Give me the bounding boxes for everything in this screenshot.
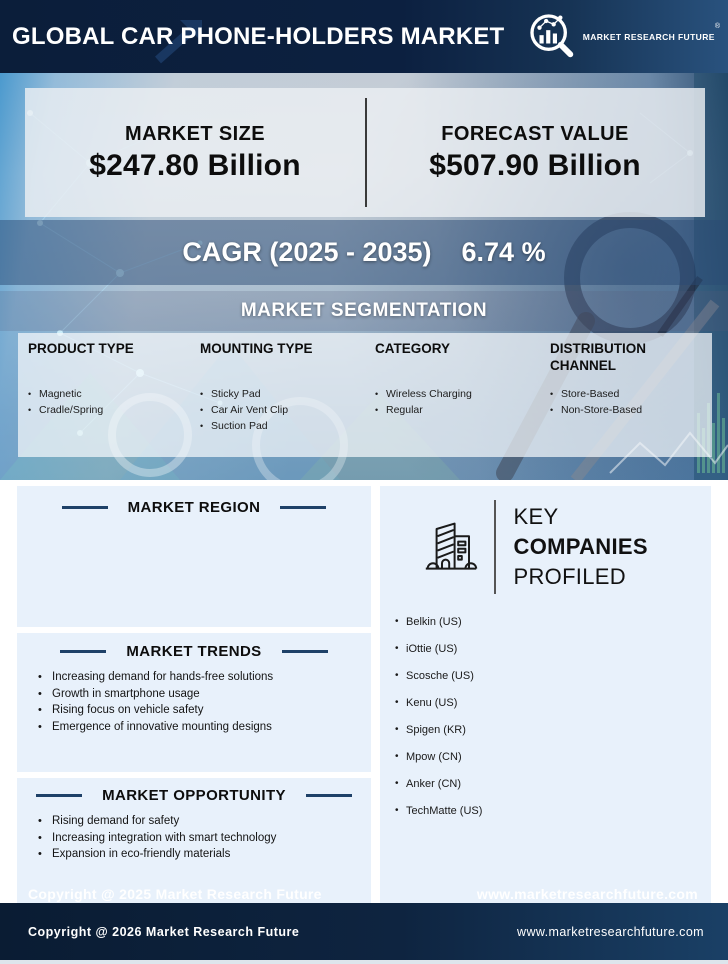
market-opportunity-list bbox=[17, 804, 371, 863]
bullet-text: Increasing demand for hands-free solutions bbox=[52, 671, 274, 683]
bullet-dot: • bbox=[395, 697, 399, 708]
segmentation-panel bbox=[18, 333, 712, 457]
segment-item bbox=[200, 418, 375, 434]
market-trends-list bbox=[17, 660, 371, 735]
companies-list bbox=[380, 594, 711, 819]
company-item bbox=[395, 641, 711, 657]
bullet-dot: • bbox=[395, 670, 399, 681]
bullet-dot: • bbox=[200, 405, 204, 415]
bullet-dot: • bbox=[38, 815, 42, 827]
bullet-dot: • bbox=[395, 724, 399, 735]
segment-item bbox=[200, 386, 375, 402]
companies-header-divider bbox=[494, 500, 496, 594]
cagr-band bbox=[0, 220, 728, 285]
bullet-dot: • bbox=[28, 405, 32, 415]
key-companies-title-line1: KEY bbox=[513, 504, 559, 530]
bullet-dot: • bbox=[395, 643, 399, 654]
company-item bbox=[395, 695, 711, 711]
market-opportunity-panel bbox=[17, 778, 371, 903]
market-trends-title-row bbox=[17, 633, 371, 660]
segment-heading: MOUNTING TYPE bbox=[200, 341, 313, 356]
bullet-text: Growth in smartphone usage bbox=[52, 687, 200, 700]
bullet-dot: • bbox=[395, 616, 399, 627]
bullet-text: Sticky Pad bbox=[211, 388, 261, 400]
bottom-edge-strip bbox=[0, 960, 728, 964]
segmentation-column-category bbox=[375, 341, 550, 457]
forecast-value-value: $507.90 Billion bbox=[429, 148, 641, 182]
key-companies-header bbox=[380, 486, 711, 594]
footer-copyright: Copyright @ 2026 Market Research Future bbox=[28, 924, 300, 939]
market-trends-title: MARKET TRENDS bbox=[126, 643, 262, 660]
cagr-label: CAGR (2025 - 2035) bbox=[182, 237, 432, 267]
segment-items bbox=[28, 386, 200, 418]
bullet-dot: • bbox=[38, 848, 42, 860]
bullet-dot: • bbox=[38, 704, 42, 716]
bullet-text: Magnetic bbox=[39, 388, 82, 400]
key-companies-title-line2: COMPANIES bbox=[513, 534, 648, 560]
segmentation-column-product-type bbox=[28, 341, 200, 457]
bullet-dot: • bbox=[395, 778, 399, 789]
market-size-value: $247.80 Billion bbox=[89, 148, 301, 182]
bullet-text: Rising demand for safety bbox=[52, 815, 180, 827]
opportunity-item bbox=[38, 814, 361, 830]
company-item bbox=[395, 722, 711, 738]
bullet-text: Emergence of innovative mounting designs bbox=[52, 720, 272, 733]
segment-items bbox=[200, 386, 375, 434]
page-title: GLOBAL CAR PHONE-HOLDERS MARKET bbox=[12, 22, 505, 50]
opportunity-item bbox=[38, 847, 361, 863]
company-item bbox=[395, 614, 711, 630]
segment-item bbox=[200, 402, 375, 418]
bullet-dot: • bbox=[550, 405, 554, 415]
segment-heading: CATEGORY bbox=[375, 341, 451, 356]
bullet-text: Increasing integration with smart technology bbox=[52, 831, 277, 844]
market-trends-panel bbox=[17, 633, 371, 772]
bullet-dot: • bbox=[395, 805, 399, 816]
segment-item bbox=[28, 402, 200, 418]
opportunity-item bbox=[38, 831, 361, 847]
key-companies-title-line3: PROFILED bbox=[513, 563, 626, 589]
title-flank-line bbox=[36, 794, 82, 797]
bullet-text: Mpow (CN) bbox=[406, 751, 462, 763]
key-companies-panel bbox=[380, 486, 711, 903]
segment-items bbox=[375, 386, 550, 418]
bullet-dot: • bbox=[395, 751, 399, 762]
forecast-value-block bbox=[365, 88, 705, 217]
brand-name: MARKET RESEARCH FUTURE bbox=[582, 32, 715, 42]
segment-item bbox=[550, 386, 706, 402]
bullet-text: Rising focus on vehicle safety bbox=[52, 704, 204, 716]
title-flank-line bbox=[60, 650, 106, 653]
forecast-value-label: FORECAST VALUE bbox=[441, 122, 629, 145]
key-companies-title bbox=[514, 502, 648, 592]
segment-heading: PRODUCT TYPE bbox=[28, 341, 134, 356]
segmentation-title: MARKET SEGMENTATION bbox=[240, 300, 488, 321]
bullet-dot: • bbox=[38, 687, 42, 700]
bullet-text: Wireless Charging bbox=[386, 388, 472, 400]
bullet-dot: • bbox=[375, 389, 379, 399]
stats-divider bbox=[365, 98, 367, 207]
bullet-dot: • bbox=[38, 831, 42, 844]
bullet-text: Kenu (US) bbox=[406, 697, 458, 709]
segmentation-title-band bbox=[0, 291, 728, 331]
bullet-dot: • bbox=[375, 405, 379, 415]
market-region-title-row bbox=[17, 486, 371, 516]
bullet-text: Expansion in eco-friendly materials bbox=[52, 848, 231, 860]
bullet-text: iOttie (US) bbox=[406, 643, 458, 655]
company-item bbox=[395, 749, 711, 765]
bullet-text: TechMatte (US) bbox=[406, 805, 483, 817]
bullet-text: Belkin (US) bbox=[406, 616, 462, 628]
bullet-text: Spigen (KR) bbox=[406, 724, 466, 736]
company-item bbox=[395, 776, 711, 792]
footer-website: www.marketresearchfuture.com bbox=[517, 924, 704, 939]
trend-item bbox=[38, 687, 361, 703]
office-building-icon bbox=[424, 515, 478, 579]
bullet-text: Scosche (US) bbox=[406, 670, 474, 682]
bullet-text: Car Air Vent Clip bbox=[211, 404, 289, 416]
market-stats-panel bbox=[25, 88, 705, 217]
market-region-title: MARKET REGION bbox=[127, 499, 261, 516]
segment-item bbox=[550, 402, 706, 418]
market-size-block bbox=[25, 88, 365, 217]
market-opportunity-title: MARKET OPPORTUNITY bbox=[102, 787, 286, 804]
trend-item bbox=[38, 720, 361, 736]
watermark-website: www.marketresearchfuture.com bbox=[476, 886, 698, 902]
title-flank-line bbox=[280, 506, 326, 509]
title-flank-line bbox=[282, 650, 328, 653]
market-opportunity-title-row bbox=[17, 778, 371, 804]
cagr-value: 6.74 % bbox=[461, 237, 546, 267]
segment-item bbox=[375, 402, 550, 418]
bullet-text: Non-Store-Based bbox=[561, 404, 643, 416]
bullet-dot: • bbox=[38, 671, 42, 683]
bullet-text: Regular bbox=[386, 404, 423, 416]
registered-trademark: ® bbox=[714, 22, 720, 30]
brand-logo bbox=[527, 10, 720, 62]
bullet-dot: • bbox=[38, 720, 42, 733]
bullet-dot: • bbox=[28, 389, 32, 399]
market-region-panel bbox=[17, 486, 371, 627]
bullet-text: Store-Based bbox=[561, 388, 620, 400]
segment-item bbox=[375, 386, 550, 402]
bullet-dot: • bbox=[550, 389, 554, 399]
trend-item bbox=[38, 703, 361, 719]
header-bar bbox=[0, 0, 728, 73]
brand-text bbox=[582, 22, 720, 45]
bullet-text: Cradle/Spring bbox=[39, 404, 104, 416]
trend-item bbox=[38, 670, 361, 686]
segmentation-column-mounting-type bbox=[200, 341, 375, 457]
bullet-text: Anker (CN) bbox=[406, 778, 462, 790]
title-flank-line bbox=[306, 794, 352, 797]
bullet-dot: • bbox=[200, 389, 204, 399]
bullet-dot: • bbox=[200, 421, 204, 431]
segmentation-column-distribution-channel bbox=[550, 341, 706, 457]
footer-bar bbox=[0, 903, 728, 960]
bullet-text: Suction Pad bbox=[211, 420, 268, 432]
company-item bbox=[395, 803, 711, 819]
segment-heading: DISTRIBUTION CHANNEL bbox=[550, 341, 646, 373]
company-item bbox=[395, 668, 711, 684]
mrf-magnifier-chart-icon bbox=[527, 10, 577, 62]
watermark-copyright: Copyright @ 2025 Market Research Future bbox=[28, 886, 322, 902]
market-size-label: MARKET SIZE bbox=[125, 122, 265, 145]
segment-items bbox=[550, 386, 706, 418]
segment-item bbox=[28, 386, 200, 402]
hero-section bbox=[0, 73, 728, 480]
title-flank-line bbox=[62, 506, 108, 509]
